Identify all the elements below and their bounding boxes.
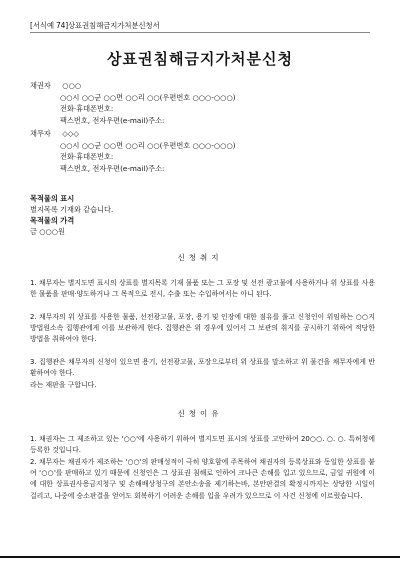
form-code: [서식예 74]상표권침해금지가처분신청서 xyxy=(30,21,160,30)
reason-heading: 신청이유 xyxy=(177,409,223,418)
purpose-closing: 라는 재판을 구합니다. xyxy=(30,381,97,389)
target-display-value: 별지목록 기재와 같습니다. xyxy=(30,205,114,214)
debtor-address: ○○시 ○○군 ○○면 ○○리 ○○(우편번호 ○○○-○○○) xyxy=(60,140,236,150)
debtor-phone: 전화·휴대폰번호: xyxy=(60,152,114,161)
target-block xyxy=(30,193,375,237)
creditor-address: ○○시 ○○군 ○○면 ○○리 ○○(우편번호 ○○○-○○○) xyxy=(60,92,236,102)
bottom-divider xyxy=(0,556,400,558)
debtor-name: ◇◇◇ xyxy=(62,129,79,138)
purpose-item-3: 3. 집행관은 채무자의 신청이 있으면 용기, 선전광고물, 포장으로부터 위 상표를 말소하고 위 물건을 채무자에게 반환하여야 한다. xyxy=(30,358,375,378)
creditor-fax-email: 팩스번호, 전자우편(e-mail)주소: xyxy=(60,115,165,125)
purpose-item-2: 2. 채무자의 위 상표를 사용한 물품, 선전광고물, 포장, 용기 및 인장에 대한 점유를 풀고 신청인이 위임하는 ○○지방법원소속 집행관에게 이를 보관하게 한다. 집행관은 위 경우에 있어서 그 보관의 취지를 공시하기 위하여 적당한 방법을 취하여야 한다. xyxy=(30,313,375,344)
creditor-label: 채권자 xyxy=(30,81,51,90)
target-price-label: 목적물의 가격 xyxy=(30,216,75,225)
reason-item-2: 2. 채무자는 채권자가 제조하는 '○○'의 판매성적이 극히 양호함에 주목하여 채권자의 등록상표와 동일한 상표를 붙여 '○○'를 판매하고 있기 때문에 신청인은 그 상표권 침해로 인하여 크나큰 손해를 입고 있으므로, 금일 귀원에 이에 대한 상표권사용금지청구 및 손해배상청구의 본안소송을 제기하는바, 본안판결의 확정시까지는 상당한 시일이 걸리고, 나중에 승소판결을 얻어도 회복하기 어려운 손해를 입을 우려가 있으므로 이 사건 신청에 이르렀습니다. xyxy=(30,458,375,500)
reason-item-1: 1. 채권자는 그 제조하고 있는 '○○'에 사용하기 위하여 별지도면 표시의 상표를 고안하여 20○○. ○. ○. 특허청에 등록한 것입니다. xyxy=(30,435,375,455)
creditor-block xyxy=(30,80,236,126)
header-divider xyxy=(30,32,370,33)
creditor-phone: 전화·휴대폰번호: xyxy=(60,104,114,113)
purpose-item-1: 1. 채무자는 별지도면 표시의 상표를 별지목록 기재 물품 또는 그 포장 및 선전 광고물에 사용하거나 위 상표를 사용한 물품을 판매·양도하거나 그 목적으로 전시, 수출 또는 수입하여서는 아니 된다. xyxy=(30,279,375,299)
target-display-label: 목적물의 표시 xyxy=(30,194,75,203)
purpose-heading: 신청취지 xyxy=(177,253,223,262)
debtor-label: 채무자 xyxy=(30,129,51,138)
document-title: 상표권침해금지가처분신청 xyxy=(107,50,293,68)
debtor-fax-email: 팩스번호, 전자우편(e-mail)주소: xyxy=(60,163,165,173)
creditor-name: ○○○ xyxy=(62,81,82,90)
target-price-value: 금 ○○○원 xyxy=(30,227,65,236)
debtor-block xyxy=(30,128,236,174)
